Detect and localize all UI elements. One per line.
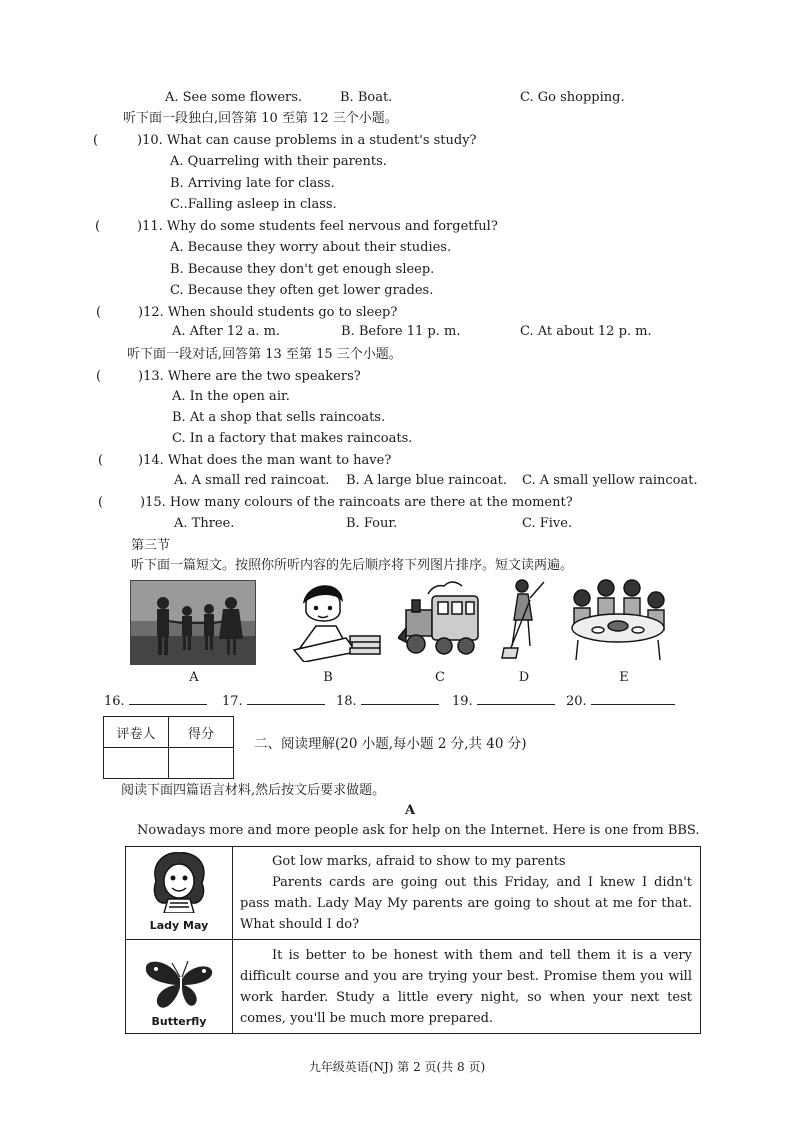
- q9-option-a: A. See some flowers.: [165, 90, 303, 105]
- grader-header: 评卷人: [104, 717, 169, 748]
- page-footer: 九年级英语(NJ) 第 2 页(共 8 页): [308, 1060, 486, 1074]
- score-cell[interactable]: [169, 748, 234, 779]
- picture-label-e: E: [619, 670, 629, 685]
- blank-17-number: 17.: [222, 694, 243, 709]
- score-table: [103, 716, 234, 779]
- q9-option-c: C. Go shopping.: [520, 90, 625, 105]
- picture-label-d: D: [518, 670, 530, 685]
- q10-stem: )10. What can cause problems in a student's study?: [137, 133, 477, 148]
- answer-paren-11[interactable]: (: [95, 219, 101, 234]
- picture-label-c: C: [435, 670, 445, 685]
- answer-paren-15[interactable]: (: [98, 495, 104, 510]
- blank-19[interactable]: [477, 692, 555, 705]
- answer-paren-10[interactable]: (: [93, 133, 99, 148]
- grader-cell[interactable]: [104, 748, 169, 779]
- q10-option-a: A. Quarreling with their parents.: [170, 154, 387, 169]
- q11-option-c: C. Because they often get lower grades.: [170, 283, 434, 298]
- passage-letter: A: [405, 803, 416, 818]
- q9-option-b: B. Boat.: [340, 90, 393, 105]
- q10-option-b: B. Arriving late for class.: [170, 176, 335, 191]
- part2-instruction: 阅读下面四篇语言材料,然后按文后要求做题。: [121, 783, 386, 798]
- q15-option-c: C. Five.: [522, 516, 573, 531]
- q12-stem: )12. When should students go to sleep?: [138, 305, 398, 320]
- picture-label-b: B: [323, 670, 333, 685]
- blank-20[interactable]: [591, 692, 675, 705]
- passage-intro: Nowadays more and more people ask for help on the Internet. Here is one from BBS.: [137, 823, 700, 838]
- butterfly-avatar: [142, 957, 218, 1015]
- bbs-post-table: [125, 846, 701, 1034]
- blank-18-number: 18.: [336, 694, 357, 709]
- q15-option-a: A. Three.: [174, 516, 235, 531]
- bbs-post-title: Got low marks, afraid to show to my parents: [272, 854, 566, 869]
- answer-paren-14[interactable]: (: [98, 453, 104, 468]
- q12-option-b: B. Before 11 p. m.: [341, 324, 461, 339]
- q13-stem: )13. Where are the two speakers?: [138, 369, 361, 384]
- q14-option-c: C. A small yellow raincoat.: [522, 473, 698, 488]
- picture-d-girl-sweeping: [500, 576, 548, 662]
- q11-option-a: A. Because they worry about their studies.: [170, 240, 452, 255]
- bbs-reply-body: It is better to be honest with them and tell them it is a very difficult course and you are trying your best. Promise them you will work harder. Study a little every night, so when your next test comes, you'll be much more prepared.: [240, 948, 692, 1026]
- q11-option-b: B. Because they don't get enough sleep.: [170, 262, 435, 277]
- bbs-user2-name: Butterfly: [151, 1015, 207, 1028]
- picture-c-train: [398, 580, 484, 662]
- blank-20-number: 20.: [566, 694, 587, 709]
- q15-option-b: B. Four.: [346, 516, 398, 531]
- q15-stem: )15. How many colours of the raincoats are there at the moment?: [140, 495, 573, 510]
- part2-title: 二、阅读理解(20 小题,每小题 2 分,共 40 分): [254, 736, 527, 752]
- q13-option-c: C. In a factory that makes raincoats.: [172, 431, 413, 446]
- answer-paren-13[interactable]: (: [96, 369, 102, 384]
- q11-stem: )11. Why do some students feel nervous and forgetful?: [137, 219, 498, 234]
- q14-stem: )14. What does the man want to have?: [138, 453, 392, 468]
- blank-18[interactable]: [361, 692, 439, 705]
- q12-option-a: A. After 12 a. m.: [172, 324, 281, 339]
- q12-option-c: C. At about 12 p. m.: [520, 324, 652, 339]
- q14-option-a: A. A small red raincoat.: [174, 473, 330, 488]
- q13-option-a: A. In the open air.: [172, 389, 290, 404]
- picture-label-a: A: [189, 670, 199, 685]
- q13-option-b: B. At a shop that sells raincoats.: [172, 410, 386, 425]
- q14-option-b: B. A large blue raincoat.: [346, 473, 507, 488]
- blank-19-number: 19.: [452, 694, 473, 709]
- bbs-post-body: Parents cards are going out this Friday, and I knew I didn't pass math. Lady May My parents are going to shout at me for that. What should I do?: [240, 875, 692, 932]
- section-monologue-instruction: 听下面一段独白,回答第 10 至第 12 三个小题。: [123, 111, 398, 126]
- blank-16[interactable]: [129, 692, 207, 705]
- lady-may-avatar: [148, 851, 210, 917]
- answer-paren-12[interactable]: (: [96, 305, 102, 320]
- score-header: 得分: [169, 717, 234, 748]
- blank-16-number: 16.: [104, 694, 125, 709]
- bbs-row-divider: [126, 939, 700, 940]
- picture-b-boy-studying: [286, 578, 382, 662]
- section3-instruction: 听下面一篇短文。按照你所听内容的先后顺序将下列图片排序。短文读两遍。: [131, 558, 574, 573]
- blank-17[interactable]: [247, 692, 325, 705]
- picture-e-family-dinner: [562, 576, 674, 662]
- q10-option-c: C..Falling asleep in class.: [170, 197, 337, 212]
- bbs-user1-name: Lady May: [149, 919, 209, 932]
- picture-a-family-walking: [130, 580, 256, 665]
- section-dialogue-instruction: 听下面一段对话,回答第 13 至第 15 三个小题。: [127, 347, 402, 362]
- section3-title: 第三节: [131, 538, 171, 553]
